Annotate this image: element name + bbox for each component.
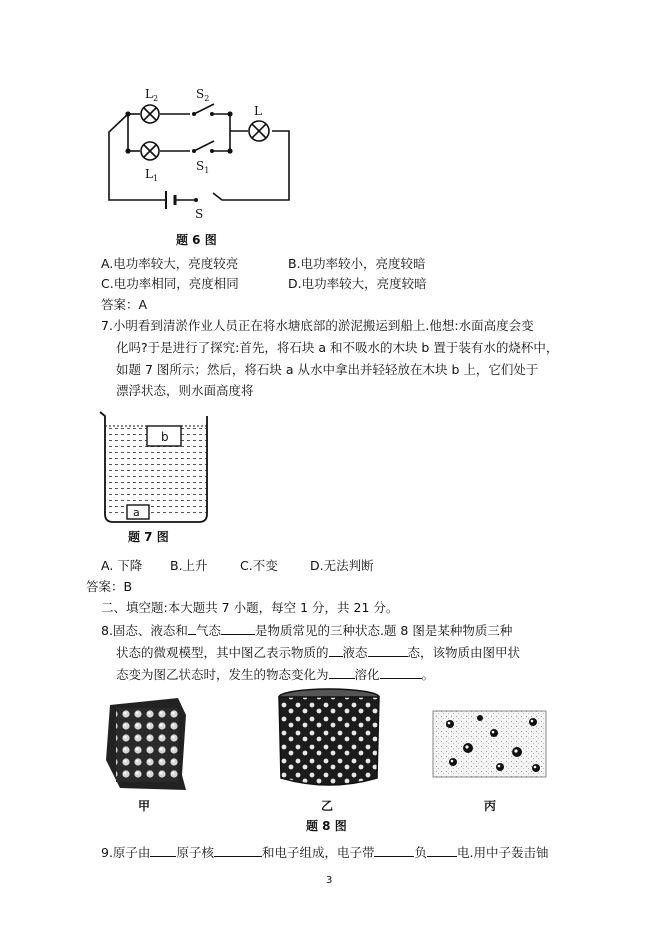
- fig6-caption: 题 6 图: [176, 233, 217, 247]
- liquid-model-image: [279, 689, 379, 785]
- q7-option-b: B.上升: [170, 558, 208, 573]
- q8-line-3: 态变为图乙状态时，发生的物态变化为 溶化 。: [116, 667, 435, 682]
- q7-line-4: 漂浮状态，则水面高度将: [116, 383, 254, 398]
- q9-line-1: 9.原子由 原子核 和电子组成，电子带 负 电.用中子轰击铀: [101, 845, 549, 860]
- page-number: 3: [326, 875, 333, 886]
- fig8-caption: 题 8 图: [306, 819, 347, 833]
- q7-option-c: C.不变: [240, 558, 278, 573]
- block-a-label: a: [133, 506, 140, 519]
- fig8-label-yi: 乙: [321, 799, 334, 813]
- solid-model-image: [106, 698, 186, 790]
- svg-text:S1: $S_1$: [196, 159, 210, 175]
- q7-option-d: D.无法判断: [310, 558, 374, 573]
- fig7-caption: 题 7 图: [128, 530, 169, 544]
- gas-model-image: [433, 711, 546, 777]
- q7-line-1: 7.小明看到清淤作业人员正在将水塘底部的淤泥搬运到船上.他想:水面高度会变: [101, 318, 534, 333]
- fig8-label-jia: 甲: [138, 799, 151, 813]
- q6-answer: 答案：A: [101, 297, 148, 312]
- q7-answer: 答案：B: [86, 579, 133, 594]
- q8-line-1: 8.固态、液态和 气态 是物质常见的三种状态.题 8 图是某种物质三种: [101, 623, 513, 638]
- q7-line-3: 如题 7 图所示；然后，将石块 a 从水中拿出并轻轻放在木块 b 上，它们处于: [116, 362, 539, 377]
- svg-text:S2: $S_2$: [196, 87, 210, 103]
- q6-option-c: C.电功率相同，亮度相同: [101, 276, 239, 291]
- section-2-heading: 二、填空题:本大题共 7 小题，每空 1 分，共 21 分。: [101, 600, 399, 615]
- q7-line-2: 化吗?于是进行了探究:首先，将石块 a 和不吸水的木块 b 置于装有水的烧杯中，: [116, 340, 559, 355]
- svg-text:L1: $L_1$: [145, 167, 159, 183]
- svg-text:L: L: [254, 104, 262, 118]
- svg-text:S: S: [195, 207, 204, 221]
- q6-option-d: D.电功率较大，亮度较暗: [288, 276, 427, 291]
- block-b-label: b: [161, 430, 169, 444]
- svg-text:L2: $L_2$: [145, 87, 159, 103]
- q8-line-2: 状态的微观模型，其中图乙表示物质的 液态 态，该物质由图甲状: [116, 645, 521, 660]
- fig8-label-bing: 丙: [484, 799, 497, 813]
- q6-option-b: B.电功率较小，亮度较暗: [288, 256, 426, 271]
- q6-option-a: A.电功率较大，亮度较亮: [101, 256, 239, 271]
- q7-option-a: A. 下降: [101, 558, 143, 573]
